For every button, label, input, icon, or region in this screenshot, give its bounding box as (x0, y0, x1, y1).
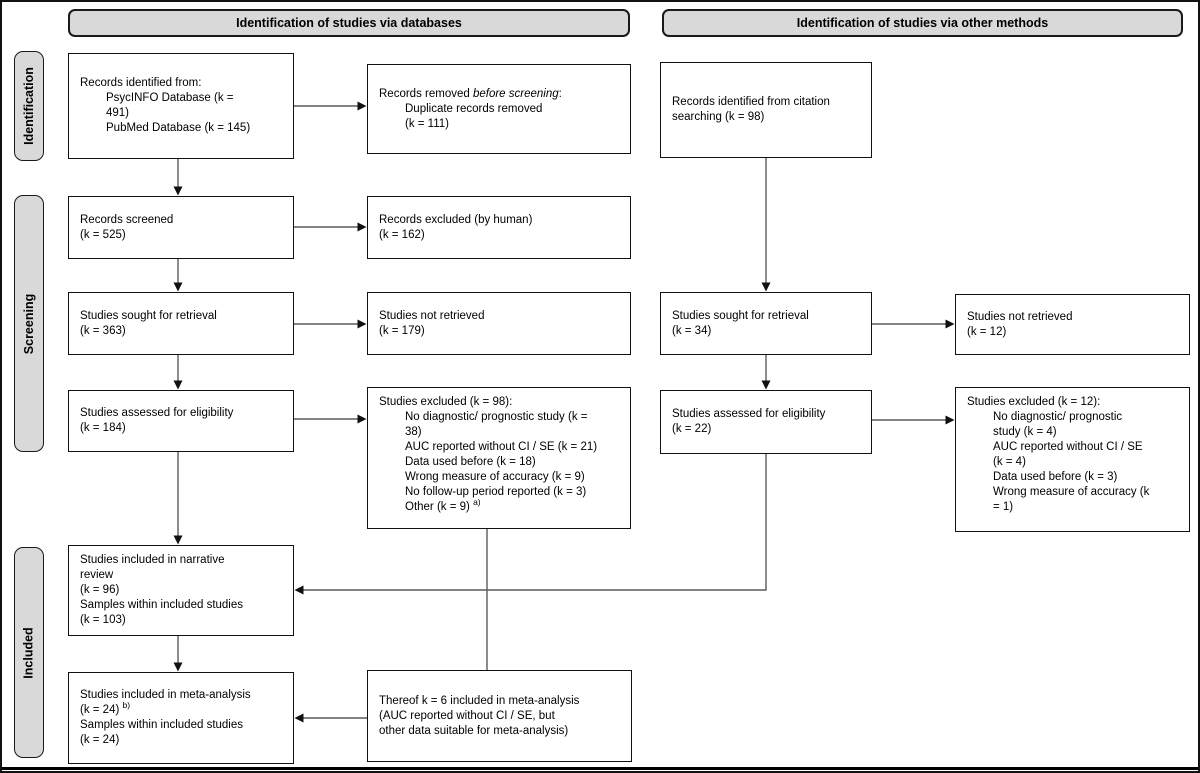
line: study (k = 4) (993, 426, 1057, 438)
line: searching (k = 98) (672, 111, 765, 123)
line: Records excluded (by human) (379, 213, 533, 226)
line: Records identified from citation (672, 96, 830, 108)
stage-screening (14, 195, 44, 452)
excluded-other-reason: Other (k = 9) (405, 501, 474, 513)
line (379, 87, 622, 102)
line: Data used before (k = 3) (993, 471, 1118, 483)
line: Data used before (k = 18) (405, 456, 536, 468)
stage-included-label: Included (22, 626, 36, 679)
line: Studies not retrieved (379, 309, 485, 322)
line: review (80, 569, 114, 581)
line: Samples within included studies (80, 719, 244, 731)
line: No diagnostic/ prognostic study (k = (405, 411, 588, 423)
box-meta-analysis (68, 672, 294, 764)
line: Duplicate records removed (405, 102, 543, 115)
line: AUC reported without CI / SE (993, 441, 1143, 453)
line: Studies not retrieved (967, 310, 1073, 323)
bottom-rule (2, 767, 1198, 770)
line: (k = 4) (993, 456, 1026, 468)
line: (k = 34) (672, 324, 712, 337)
line: Studies excluded (k = 12): (967, 396, 1101, 408)
line: (k = 184) (80, 422, 126, 434)
box-studies-excluded-other (955, 387, 1190, 532)
line: PsycINFO Database (k = (106, 92, 234, 104)
header-other-methods (662, 9, 1183, 37)
line: PubMed Database (k = 145) (106, 122, 251, 134)
line: Studies sought for retrieval (80, 309, 217, 322)
box-not-retrieved-other (955, 294, 1190, 355)
line: (k = 363) (80, 324, 126, 337)
line: Studies included in meta-analysis (80, 689, 251, 701)
line: (AUC reported without CI / SE, but (379, 709, 555, 722)
line: = 1) (993, 501, 1014, 513)
box-citation-searching (660, 62, 872, 158)
line: (k = 103) (80, 614, 126, 626)
line: (k = 12) (967, 325, 1007, 338)
line: AUC reported without CI / SE (k = 21) (405, 441, 598, 453)
box-sought-retrieval-other (660, 292, 872, 355)
line: Studies assessed for eligibility (672, 408, 826, 420)
line (379, 497, 622, 515)
meta-analysis-count: (k = 24) (80, 704, 123, 716)
box-assessed-eligibility-other (660, 390, 872, 454)
box-assessed-eligibility-databases (68, 390, 294, 452)
stage-included (14, 547, 44, 758)
records-removed-prefix: Records removed (379, 87, 473, 100)
box-records-screened (68, 196, 294, 259)
line: (k = 96) (80, 584, 120, 596)
stage-screening-label: Screening (22, 293, 36, 354)
line: Wrong measure of accuracy (k (993, 486, 1150, 498)
line: No follow-up period reported (k = 3) (405, 486, 587, 498)
box-studies-excluded-databases (367, 387, 631, 529)
stage-identification-label: Identification (22, 67, 36, 145)
box-records-removed (367, 64, 631, 154)
line: (k = 24) (80, 734, 120, 746)
box-not-retrieved-databases (367, 292, 631, 355)
header-other-methods-label: Identification of studies via other methods (796, 16, 1049, 30)
line: Records screened (80, 213, 174, 226)
box-records-identified-databases (68, 53, 294, 159)
line: Studies excluded (k = 98): (379, 396, 513, 408)
line: Studies included in narrative (80, 554, 225, 566)
line: other data suitable for meta-analysis) (379, 724, 569, 737)
line: Records identified from: (80, 77, 202, 89)
records-removed-italic: before screening (472, 87, 559, 100)
footnote-marker-b: b) (122, 700, 131, 711)
line: No diagnostic/ prognostic (993, 411, 1123, 423)
box-thereof-meta-analysis (367, 670, 632, 762)
line: (k = 162) (379, 228, 425, 241)
box-sought-retrieval-databases (68, 292, 294, 355)
line (80, 700, 285, 718)
footnote-marker-a: a) (473, 497, 481, 508)
line: Studies sought for retrieval (672, 309, 809, 322)
line: Wrong measure of accuracy (k = 9) (405, 471, 585, 483)
records-removed-suffix: : (558, 87, 562, 100)
line: (k = 179) (379, 324, 425, 337)
line: Thereof k = 6 included in meta-analysis (379, 694, 580, 707)
line: (k = 22) (672, 423, 712, 435)
box-narrative-review (68, 545, 294, 636)
line: (k = 111) (405, 117, 449, 130)
line: 491) (106, 107, 130, 119)
stage-identification (14, 51, 44, 161)
line: Samples within included studies (80, 599, 244, 611)
header-databases-label: Identification of studies via databases (236, 16, 462, 30)
box-records-excluded (367, 196, 631, 259)
line: (k = 525) (80, 228, 126, 241)
header-databases (68, 9, 630, 37)
line: 38) (405, 426, 422, 438)
line: Studies assessed for eligibility (80, 407, 234, 419)
